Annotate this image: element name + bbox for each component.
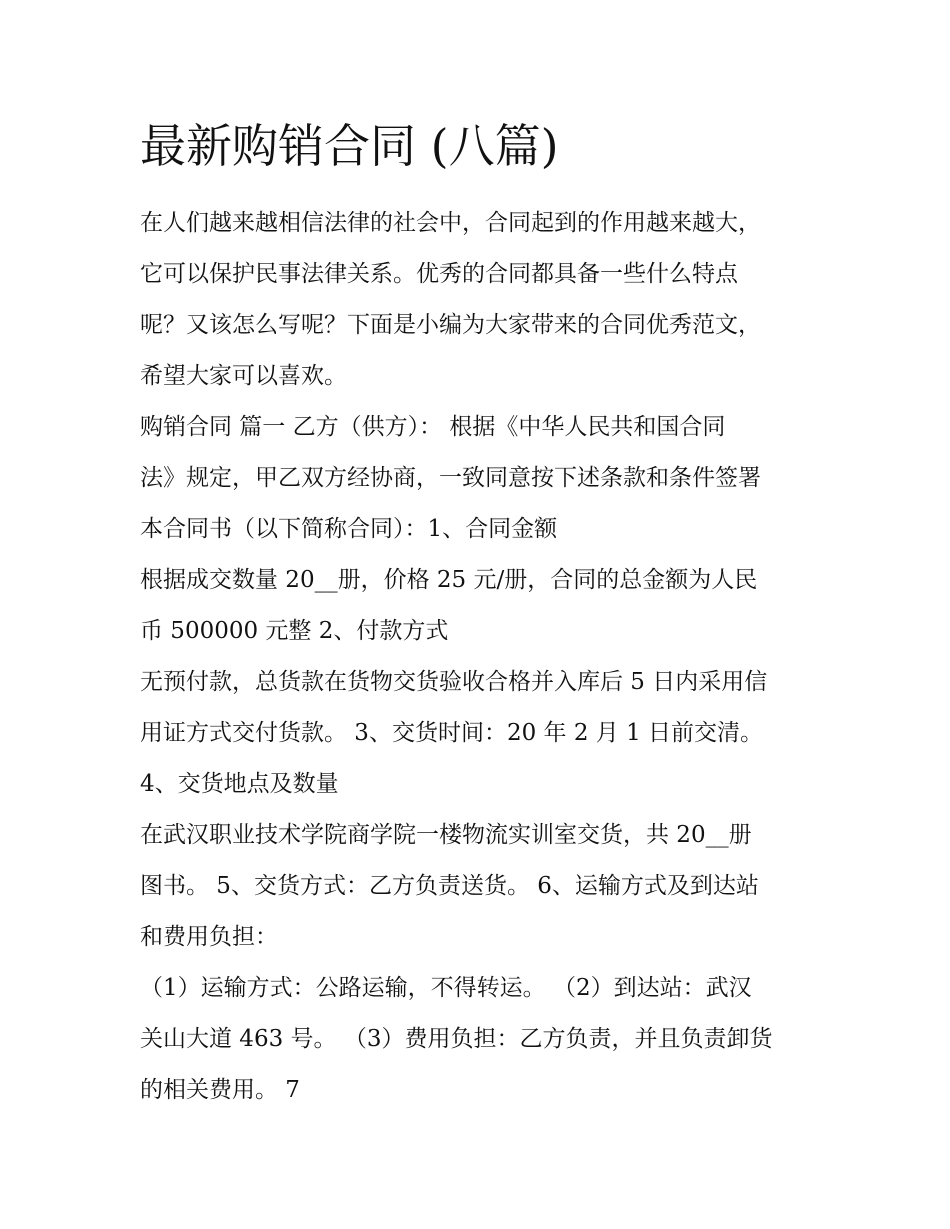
document-body [140, 198, 820, 1116]
text-line: 购销合同 篇一 乙方（供方）： 根据《中华人民共和国合同 [140, 414, 726, 440]
document-title: 最新购销合同 (八篇) [140, 119, 559, 173]
text-line: 在武汉职业技术学院商学院一楼物流实训室交货，共 20__册 [140, 822, 752, 848]
text-line: 的相关费用。 7 [140, 1077, 300, 1103]
text-line: 根据成交数量 20__册，价格 25 元/册，合同的总金额为人民 [140, 567, 758, 593]
text-line: 关山大道 463 号。 （3）费用负担：乙方负责，并且负责卸货 [140, 1026, 773, 1052]
text-line: 本合同书（以下简称合同）：1、合同金额 [140, 516, 558, 542]
text-line: 在人们越来越相信法律的社会中，合同起到的作用越来越大， [140, 210, 761, 236]
text-line: （1）运输方式：公路运输，不得转运。 （2）到达站：武汉 [140, 975, 752, 1001]
text-line: 图书。 5、交货方式：乙方负责送货。 6、运输方式及到达站 [140, 873, 759, 899]
text-line: 无预付款，总货款在货物交货验收合格并入库后 5 日内采用信 [140, 669, 768, 695]
text-line: 法》规定，甲乙双方经协商，一致同意按下述条款和条件签署 [140, 465, 761, 491]
text-line: 4、交货地点及数量 [140, 771, 339, 797]
text-line: 它可以保护民事法律关系。优秀的合同都具备一些什么特点 [140, 261, 738, 287]
text-line: 呢？又该怎么写呢？下面是小编为大家带来的合同优秀范文， [140, 312, 761, 338]
text-line: 和费用负担： [140, 924, 278, 950]
text-line: 币 500000 元整 2、付款方式 [140, 618, 449, 644]
text-line: 希望大家可以喜欢。 [140, 363, 347, 389]
text-line: 用证方式交付货款。 3、交货时间：20 年 2 月 1 日前交清。 [140, 720, 764, 746]
